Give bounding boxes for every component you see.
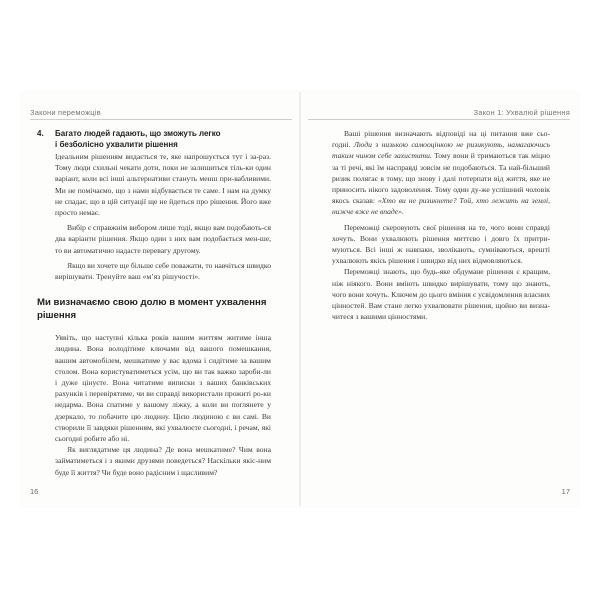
left-page-text [37,128,271,478]
paragraph: Як виглядатиме ця людина? Де вона мешкатиме? Чим вона займатиметься і з якими друзями поведеться? Наскільки якіс-ним буде її життя? Чи буде воно радісним і щасливим? [55,445,271,477]
paragraph [332,128,550,218]
paragraph: Переможці знають, що будь-яке обдумане рішення є кращим, ніж ніякого. Вони вміють швидко вирішувати, тому що знають, чого вони хочуть. Ключем до цього вміння є усвідомлення власних цінностей. Вам стане легко ухвалювати рішення, щойно ви визна-читеся з вашими цінностями. [332,267,550,322]
paragraph: Якщо ви хочете ще більше себе поважати, то навчіться швидко вирішувати. Тренуйте ваш «м’яз рішучості». [55,260,271,282]
book-gutter [299,92,301,506]
point-line-1: Багато людей гадають, що зможуть легко [55,129,221,138]
paragraph: Переможці скеровують свої рішення на те, чого вони справді хочуть. Вони ухвалюють рішення миттєво і довго їх притри-муються. Всі інші ж навпаки, зволікають, сумніваються, врешті ухвалюють якісь рішення і швидко від них відмовляються. [332,222,550,266]
quote-text: «Хто ви не ризикнете? Той, хто лежить на землі, нижче вже не впаде». [332,196,550,217]
point-line-2: і безболісно ухвалити рішення [55,140,178,149]
paragraph: Вибір є справжнім вибором лише тоді, якщо вам подобають-ся два варіанти рішення. Якщо один з них вам подобається мен-ше, то ви автоматично надасте перевагу другому. [55,223,271,255]
header-rule-right [308,119,570,120]
page-number-right: 17 [561,487,570,496]
emphasis-text: Люди з низькою самооцінкою не ризикують, намагаючись таким чином себе захистити. [332,140,550,161]
right-page-text [332,128,550,322]
numbered-point [37,128,271,150]
paragraph-text: Тому вони й тримаються так міцно за ті речі, які їм насправді зовсім не подобаються. Та най-більший ризик полягає в тому, що знову і далі потерпати від життя, яке не приносить нікого задоволення. Тому один ду-же успішний чоловік якось сказав: [332,151,550,206]
paragraph-text: Ваші рішення визначають відповіді на ці питання вже сьо-годні. [332,129,550,150]
header-rule-left [30,119,292,120]
point-text [55,128,271,150]
paragraph: Уявіть, що наступні кілька років вашим життям житиме інша людина. Вона володітиме ключами від вашого помешкання, вашим автомобілем, мешкатиме у вас вдома і сидітиме за вашим столом. Вона користуватиметься усім, що ви так важко зароби-ли і дуже цінуєте. Вона читатиме виписки з ваших банківських рахунків і перевірятиме, чи ви справді використали прожиті ро-ки недарма. Вона спатиме у вашому ліжку, а коли ви поглянете у дзеркало, то побачите цю людину. Цією людиною є ви самі. Ви створили її завдяки рішенням, які ухвалюєте сьогодні, і речам, які сьогодні робите або ні. [55,333,271,444]
running-head-right: Закон 1: Ухвалюй рішення [473,108,570,117]
page-number-left: 16 [30,487,39,496]
section-heading: Ми визначаємо свою долю в момент ухвалення рішення [37,297,267,322]
point-number: 4. [37,129,44,138]
running-head-left: Закони переможців [30,108,101,117]
paragraph: Ідеальним рішенням видається те, яке напрошується тут і за-раз. Тому люди схильні чекати доти, поки не залишиться тіль-ки один варіант, коли всі інші альтернативи стануть менш при-вабливими. Ми не помічаємо, що з нами відбувається те саме. І нам на думку не спадає, що в цій ситуації ще не йдеться про рішення. Його вже просто немає. [55,152,271,218]
